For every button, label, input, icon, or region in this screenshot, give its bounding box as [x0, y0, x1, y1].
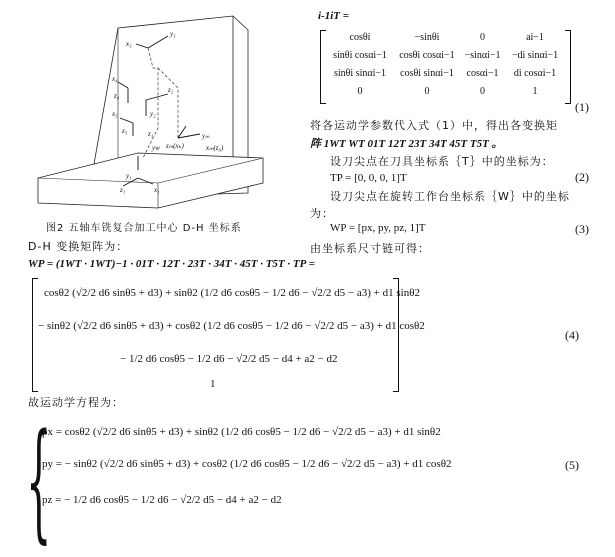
- svg-text:z₅: z₅: [122, 127, 128, 135]
- equation-5-pz: pz = − 1/2 d6 cosθ5 − 1/2 d6 − √2/2 d5 − d4 + a2 − d2: [42, 494, 282, 506]
- svg-text:x₁: x₁: [154, 186, 160, 194]
- svg-text:x₄: x₄: [112, 75, 118, 83]
- equation-number: (5): [565, 458, 579, 472]
- equation-number: (1): [575, 100, 589, 114]
- equation-number: (3): [575, 222, 589, 236]
- svg-text:y₂: y₂: [150, 110, 156, 118]
- matrix-cell: cosαi−1: [466, 68, 499, 79]
- matrix-cell: cosθi cosαi−1: [399, 50, 455, 61]
- vector-bracket-left: [32, 278, 38, 392]
- paragraph-line: 设刀尖点在旋转工作台坐标系｛W｝中的坐标: [330, 190, 570, 203]
- paragraph-line: 设刀尖点在刀具坐标系｛T｝中的坐标为：: [330, 155, 554, 168]
- svg-text:xₘ(z₀): xₘ(z₀): [206, 144, 224, 152]
- equation-5-px: px = cosθ2 (√2/2 d6 sinθ5 + d3) + sinθ2 (1/2 d6 cosθ5 − 1/2 d6 − √2/2 d5 − a3) + d1 sinθ2: [42, 426, 441, 438]
- equation-4-row: cosθ2 (√2/2 d6 sinθ5 + d3) + sinθ2 (1/2 d6 cosθ5 − 1/2 d6 − √2/2 d5 − a3) + d1 sinθ2: [44, 287, 420, 299]
- matrix-cell: 0: [357, 86, 363, 97]
- paragraph-line: 为：: [310, 207, 334, 220]
- paragraph-line: 故运动学方程为：: [28, 396, 124, 409]
- svg-text:y₃: y₃: [170, 30, 176, 38]
- equation-5-brace: {: [26, 410, 52, 557]
- figure-caption: 图2 五轴车铣复合加工中心 D-H 坐标系: [46, 223, 242, 234]
- matrix-cell: 0: [424, 86, 430, 97]
- matrix-cell: di cosαi−1: [513, 68, 557, 79]
- equation-3: WP = [px, py, pz, 1]T: [330, 222, 426, 234]
- paragraph-line: 将各运动学参数代入式（1）中，得出各变换矩: [310, 119, 558, 132]
- svg-text:z₄: z₄: [114, 92, 120, 100]
- svg-text:x₃: x₃: [126, 40, 132, 48]
- equation-4-row: − 1/2 d6 cosθ5 − 1/2 d6 − √2/2 d5 − d4 + a2 − d2: [120, 353, 338, 365]
- matrix-cell: −sinθi: [414, 32, 440, 43]
- matrix-cell: −di sinαi−1: [511, 50, 559, 61]
- equation-4-head: WP = (1WT · 1WT)−1 · 01T · 12T · 23T · 34T · 45T · T5T · TP =: [28, 258, 315, 270]
- matrix-cell: 0: [480, 32, 485, 43]
- matrix-cell: cosθi: [349, 32, 371, 43]
- svg-text:zₘ(xₖ): zₘ(xₖ): [166, 142, 184, 150]
- svg-text:yw: yw: [152, 144, 160, 152]
- svg-text:y₁: y₁: [126, 172, 132, 180]
- paragraph-line: D-H 变换矩阵为：: [28, 240, 129, 253]
- matrix-cell: 0: [480, 86, 485, 97]
- svg-text:z₂: z₂: [168, 86, 174, 94]
- matrix-cell: cosθi sinαi−1: [400, 68, 454, 79]
- dh-coordinate-figure: [28, 8, 278, 213]
- equation-5-py: py = − sinθ2 (√2/2 d6 sinθ5 + d3) + cosθ2 (1/2 d6 cosθ5 − 1/2 d6 − √2/2 d5 − a3) + d1 cosθ2: [42, 458, 452, 470]
- matrix-cell: 1: [532, 86, 538, 97]
- equation-number: (4): [565, 328, 579, 342]
- equation-number: (2): [575, 170, 589, 184]
- equation-4-row: − sinθ2 (√2/2 d6 sinθ5 + d3) + cosθ2 (1/2 d6 cosθ5 − 1/2 d6 − √2/2 d5 − a3) + d1 cosθ2: [38, 320, 425, 332]
- matrix-bracket-right: [565, 30, 571, 104]
- matrix-title: i-1iT =: [318, 10, 350, 22]
- paragraph-line: 阵 1WT WT 01T 12T 23T 34T 45T T5T 。: [310, 138, 503, 150]
- svg-text:x₅: x₅: [112, 110, 118, 118]
- equation-4-row: 1: [210, 378, 216, 390]
- matrix-cell: ai−1: [526, 32, 544, 43]
- matrix-cell: sinθi sinαi−1: [333, 68, 387, 79]
- paragraph-line: 由坐标系尺寸链可得：: [310, 242, 430, 255]
- equation-2: TP = [0, 0, 0, 1]T: [330, 172, 407, 184]
- matrix-cell: sinθi cosαi−1: [333, 50, 387, 61]
- svg-text:yₘ: yₘ: [202, 132, 210, 140]
- svg-text:z₁: z₁: [120, 186, 126, 194]
- matrix-cell: −sinαi−1: [464, 50, 501, 61]
- svg-text:z₁: z₁: [148, 130, 154, 138]
